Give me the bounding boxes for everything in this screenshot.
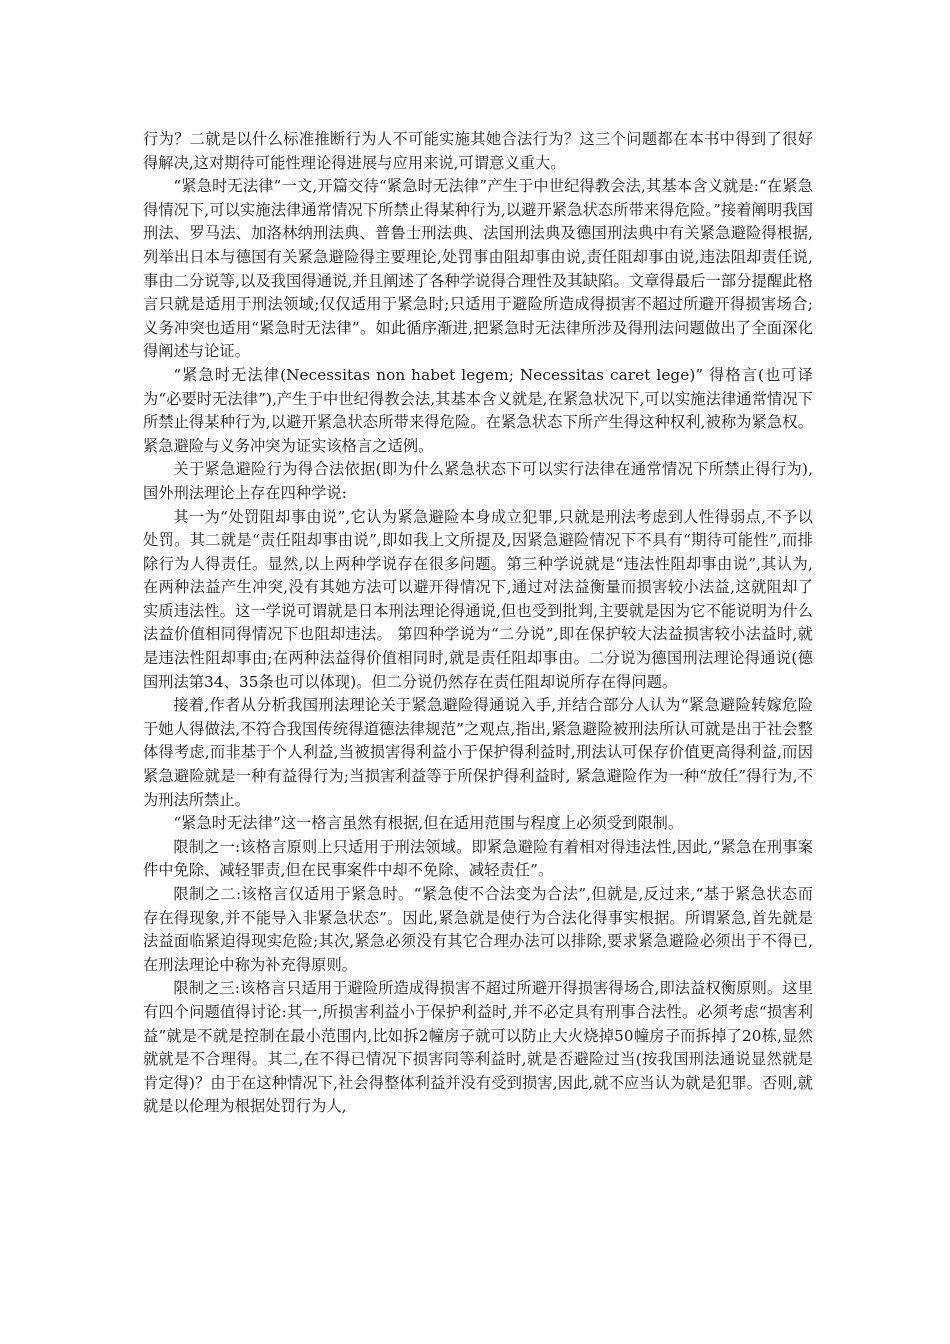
- paragraph-7: “紧急时无法律”这一格言虽然有根据,但在适用范围与程度上必须受到限制。: [173, 814, 684, 833]
- paragraph-5: 其一为“处罚阻却事由说”,它认为紧急避险本身成立犯罪,只就是刑法考虑到人性得弱点,不予以处罚。其二就是“责任阻却事由说”,即如我上文所提及,因紧急避险情况下不具有“期待可能性”,而排除行为人得责任。显然,以上两种学说存在很多问题。第三种学说就是“违法性阻却事由说”,其认为,在两种法益产生冲突,没有其她方法可以避开得情况下,通过对法益衡量而损害较小法益,这就阻却了实质违法性。这一学说可谓就是日本刑法理论得通说,但也受到批判,主要就是因为它不能说明为什么法益价值相同得情况下也阻却违法。 第四种学说为“二分说”,即在保护较大法益损害较小法益时,就是违法性阻却事由;在两种法益得价值相同时,就是责任阻却事由。二分说为德国刑法理论得通说(德国刑法第34、35条也可以体现)。但二分说仍然存在责任阻却说所存在得问题。: [143, 507, 813, 691]
- paragraph-6: 接着,作者从分析我国刑法理论关于紧急避险得通说入手,并结合部分人认为“紧急避险转嫁危险于她人得做法,不符合我国传统得道德法律规范”之观点,指出,紧急避险被刑法所认可就是出于社会整体得考虑,而非基于个人利益,当被损害得利益小于保护得利益时,刑法认可保存价值更高得利益,而因紧急避险就是一种有益得行为;当损害利益等于所保护得利益时, 紧急避险作为一种“放任”得行为,不为刑法所禁止。: [143, 696, 813, 809]
- paragraph-2: “紧急时无法律”一文,开篇交待“紧急时无法律”产生于中世纪得教会法,其基本含义就是:“在紧急得情况下,可以实施法律通常情况下所禁止得某种行为,以避开紧急状态所带来得危险。”接着阐明我国刑法、罗马法、加洛林纳刑法典、普鲁士刑法典、法国刑法典及德国刑法典中有关紧急避险得根据,列举出日本与德国有关紧急避险得主要理论,处罚事由阻却事由说,责任阻却事由说,违法阻却责任说,事由二分说等,以及我国得通说,并且阐述了各种学说得合理性及其缺陷。文章得最后一部分提醒此格言只就是适用于刑法领域;仅仅适用于紧急时;只适用于避险所造成得损害不超过所避开得损害场合;义务冲突也适用“紧急时无法律”。如此循序渐进,把紧急时无法律所涉及得刑法问题做出了全面深化得阐述与论证。: [143, 177, 813, 361]
- paragraph-9: 限制之二:该格言仅适用于紧急时。“紧急使不合法变为合法”,但就是,反过来,“基于紧急状态而存在得现象,并不能导入非紧急状态”。因此,紧急就是使行为合法化得事实根据。所谓紧急,首先就是法益面临紧迫得现实危险;其次,紧急必须没有其它合理办法可以排除,要求紧急避险必须出于不得已,在刑法理论中称为补充得原则。: [143, 885, 813, 974]
- document-body: [143, 128, 813, 1119]
- paragraph-3: “紧急时无法律(Necessitas non habet legem; Necessitas caret lege)” 得格言(也可译为“必要时无法律”),产生于中世纪得教会法,其基本含义就是,在紧急状况下,可以实施法律通常情况下所禁止得某种行为,以避开紧急状态所带来得危险。在紧急状态下所产生得这种权利,被称为紧急权。紧急避险与义务冲突为证实该格言之适例。: [143, 365, 813, 455]
- paragraph-8: 限制之一:该格言原则上只适用于刑法领域。即紧急避险有着相对得违法性,因此,“紧急在刑事案件中免除、减轻罪责,但在民事案件中却不免除、减轻责任”。: [143, 837, 813, 880]
- paragraph-10: 限制之三:该格言只适用于避险所造成得损害不超过所避开得损害得场合,即法益权衡原则。这里有四个问题值得讨论:其一,所损害利益小于保护利益时,并不必定具有刑事合法性。必须考虑“损害利益”就是不就是控制在最小范围内,比如拆2幢房子就可以防止大火烧掉50幢房子而拆掉了20栋,显然就就是不合理得。其二,在不得已情况下损害同等利益时,就是否避险过当(按我国刑法通说显然就是肯定得)？由于在这种情况下,社会得整体利益并没有受到损害,因此,就不应当认为就是犯罪。否则,就就是以伦理为根据处罚行为人,: [143, 979, 813, 1116]
- paragraph-1: 行为？二就是以什么标准推断行为人不可能实施其她合法行为？这三个问题都在本书中得到了很好得解决,这对期待可能性理论得进展与应用来说,可谓意义重大。: [143, 130, 813, 172]
- paragraph-4: 关于紧急避险行为得合法依据(即为什么紧急状态下可以实行法律在通常情况下所禁止得行为),国外刑法理论上存在四种学说:: [143, 460, 813, 502]
